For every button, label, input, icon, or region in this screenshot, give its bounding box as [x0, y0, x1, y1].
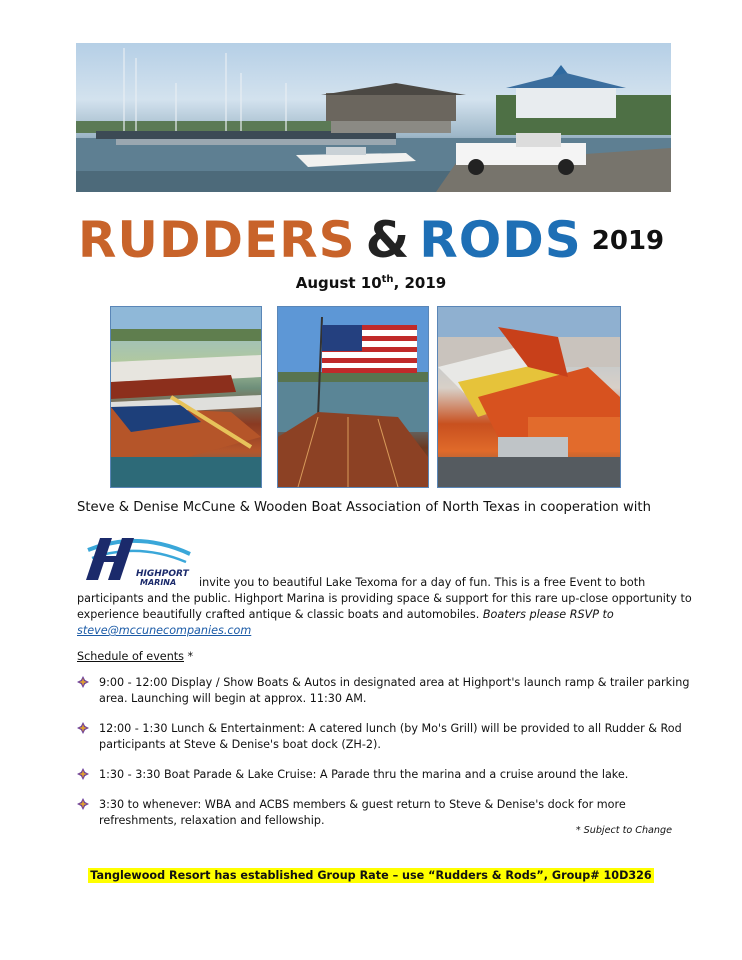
arrow-bullet-icon: [77, 798, 89, 810]
cooperation-line: Steve & Denise McCune & Wooden Boat Association of North Texas in cooperation with: [77, 500, 651, 515]
svg-text:HIGHPORT: HIGHPORT: [136, 569, 189, 579]
schedule-item-text: 3:30 to whenever: WBA and ACBS members & guest return to Steve & Denise's dock for more refreshments, relaxation and fellowship.: [99, 798, 626, 827]
wooden-boats-photo: [110, 306, 262, 488]
title-rudders: RUDDERS: [77, 211, 356, 269]
title-rods: RODS: [419, 211, 582, 269]
classic-cars-photo: [437, 306, 621, 488]
schedule-heading-asterisk: *: [184, 650, 194, 663]
schedule-item-text: 9:00 - 12:00 Display / Show Boats & Autos in designated area at Highport's launch ramp & trailer parking area. Launching will begin at approx. 11:30 AM.: [99, 676, 690, 705]
intro-text: participants and the public. Highport Marina is providing space & support for this rare up-close opportunity to experience beautifully crafted antique & classic boats and automobiles.: [77, 592, 692, 621]
rsvp-email-link[interactable]: steve@mccunecompanies.com: [77, 624, 252, 637]
date-rest: , 2019: [393, 274, 447, 292]
group-rate-banner: [0, 864, 742, 883]
schedule-item: [77, 721, 697, 753]
date-suffix: th: [381, 274, 394, 285]
title-year: 2019: [591, 226, 665, 256]
arrow-bullet-icon: [77, 722, 89, 734]
event-date: [0, 274, 742, 292]
flag-boat-photo: [277, 306, 429, 488]
group-rate-text: Tanglewood Resort has established Group Rate – use “Rudders & Rods”, Group# 10D326: [90, 869, 652, 882]
date-prefix: August 10: [295, 274, 382, 292]
svg-text:MARINA: MARINA: [140, 578, 177, 586]
marina-illustration: [76, 43, 671, 192]
rsvp-text: Boaters please RSVP to: [482, 608, 614, 621]
intro-first-line: invite you to beautiful Lake Texoma for a day of fun. This is a free Event to both: [199, 576, 646, 589]
hero-marina-photo: [76, 43, 671, 192]
schedule-item: [77, 767, 697, 783]
logo-graphic: [78, 532, 196, 586]
schedule-item-text: 1:30 - 3:30 Boat Parade & Lake Cruise: A Parade thru the marina and a cruise around the lake.: [99, 768, 629, 781]
schedule-item: [77, 675, 697, 707]
event-title: [0, 210, 742, 282]
title-ampersand: &: [365, 211, 410, 269]
subject-to-change-note: * Subject to Change: [575, 825, 672, 836]
highport-marina-logo: [78, 532, 196, 586]
arrow-bullet-icon: [77, 768, 89, 780]
schedule-item-text: 12:00 - 1:30 Lunch & Entertainment: A catered lunch (by Mo's Grill) will be provided to all Rudder & Rod participants at Steve & Denise's boat dock (ZH-2).: [99, 722, 682, 751]
schedule-heading: [77, 650, 193, 663]
intro-paragraph: [77, 591, 697, 639]
arrow-bullet-icon: [77, 676, 89, 688]
schedule-heading-text: Schedule of events: [77, 650, 184, 663]
